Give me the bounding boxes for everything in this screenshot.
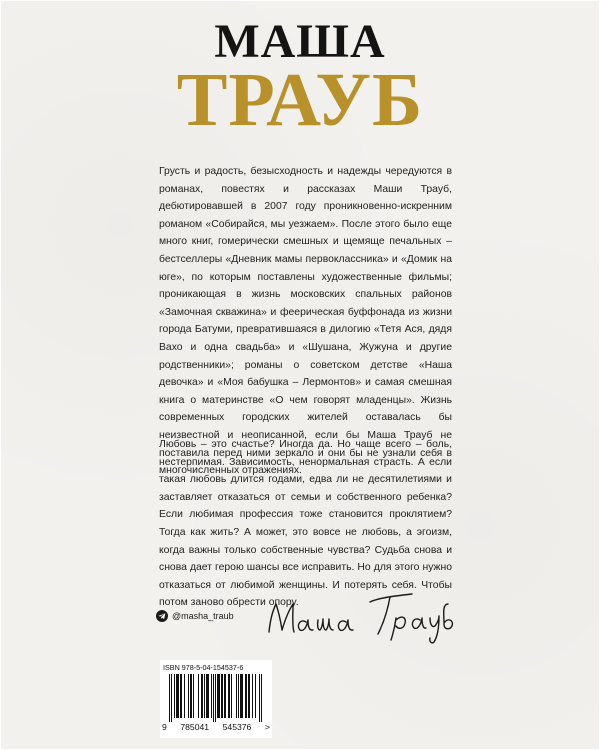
barcode-bar: [240, 674, 243, 718]
barcode-bar: [255, 674, 256, 718]
barcode-bar: [174, 674, 175, 718]
barcode-bar: [259, 674, 260, 722]
barcode-bar: [193, 674, 194, 718]
barcode-bar: [188, 674, 189, 718]
barcode-bar: [190, 674, 192, 718]
barcode-bar: [171, 674, 172, 722]
barcode-bar: [201, 674, 203, 718]
blurb-paragraph-1: Грусть и радость, безысходность и надежды чередуются в романах, повестях и рассказах Маши Трауб, дебютировавшей в 2007 году проникновенно-искренним романом «Собирайся, мы уезжаем». После этого было еще много книг, гомерически смешных и щемяще печальных – бестселлеры «Дневник мамы первоклассника» и «Домик на юге», по которым поставлены художественные фильмы; проникающая в жизнь московских спальных районов «Замочная скважина» и феерическая буффонада из жизни города Батуми, превратившаяся в дилогию «Тетя Ася, дядя Вахо и одна свадьба» и «Шушана, Жужуна и другие родственники»; романы о советском детстве «Наша девочка» и «Моя бабушка – Лермонтов» и самая смешная книга о материнстве «О чем говорят младенцы». Жизнь современных городских жителей оставалась бы неизвестной и неописанной, если бы Маша Трауб не поставила перед ними зеркало и они бы не узнали себя в многочисленных отражениях.: [159, 166, 452, 477]
barcode-digit-trail: >: [264, 722, 270, 732]
barcode-bar: [228, 674, 230, 718]
barcode-bar: [184, 674, 185, 718]
barcode-bar: [180, 674, 182, 718]
barcode-bar: [211, 674, 212, 718]
barcode-bar: [213, 674, 214, 722]
barcode-bar: [215, 674, 216, 722]
barcode-block: [160, 660, 272, 738]
isbn-label: ISBN 978-5-04-154537-6: [163, 663, 244, 672]
blurb-paragraph-2: Любовь – это счастье? Иногда да. Но чаще всего – боль, нестерпимая. Зависимость, ненормальная страсть. А если такая любовь длится годами, едва ли не десятилетиями и заставляет отказаться от семьи и собственного ребенка? Если любимая профессия тоже становится проклятием? Тогда как жить? А может, это вовсе не любовь, а эгоизм, когда важны только собственные чувства? Судьба снова и снова дает герою шансы все исправить. Но для этого нужно отказаться от любимой женщины. И потерять себя. Чтобы потом заново обрести опору.: [159, 439, 452, 609]
barcode-bar: [204, 674, 205, 718]
barcode: [163, 674, 269, 722]
barcode-digit-lead: 9: [162, 722, 167, 732]
barcode-bar: [261, 674, 262, 722]
author-signature: [262, 582, 462, 646]
barcode-bar: [238, 674, 239, 718]
barcode-bar: [206, 674, 209, 718]
telegram-icon: [156, 610, 168, 622]
barcode-bar: [236, 674, 237, 718]
barcode-bar: [252, 674, 253, 718]
author-last-name: ТРАУБ: [176, 58, 424, 142]
author-first-name: МАША: [214, 15, 386, 68]
barcode-bar: [198, 674, 199, 718]
barcode-digit-group-1: 785041: [180, 722, 210, 732]
barcode-bar: [248, 674, 250, 718]
barcode-bar: [221, 674, 223, 718]
social-handle-text: @masha_traub: [172, 611, 234, 621]
barcode-bar: [231, 674, 232, 718]
barcode-digit-group-2: 545376: [222, 722, 252, 732]
barcode-bar: [224, 674, 226, 718]
barcode-bar: [217, 674, 220, 718]
barcode-bar: [176, 674, 179, 718]
barcode-bar: [245, 674, 247, 718]
barcode-bar: [169, 674, 170, 722]
barcode-digits: [160, 722, 272, 732]
social-handle: [156, 610, 234, 622]
